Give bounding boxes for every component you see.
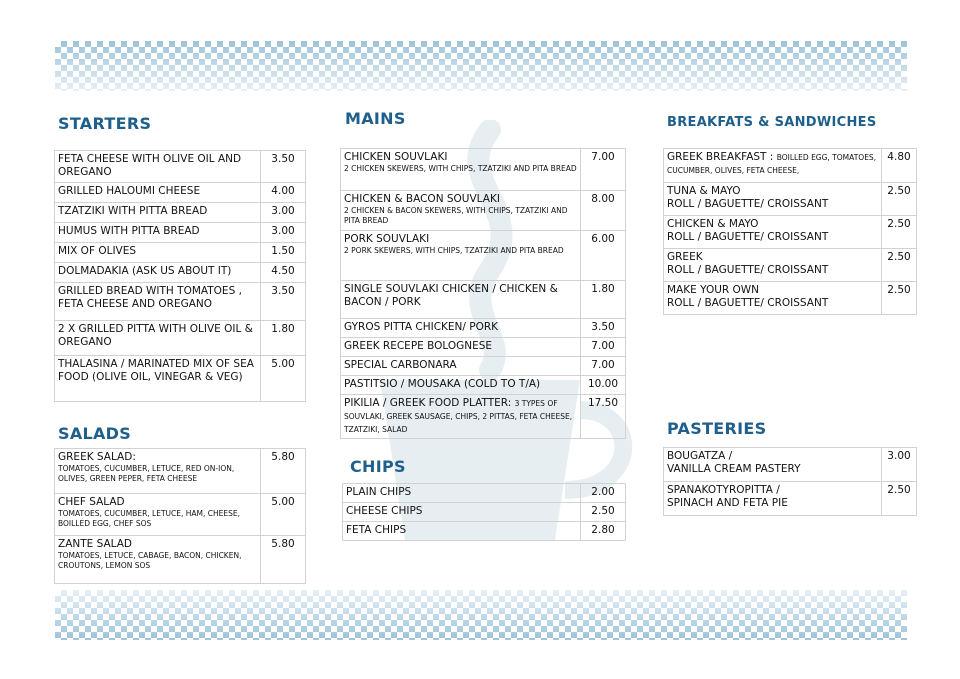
table-row <box>664 216 917 249</box>
table-row <box>55 263 306 283</box>
table-row <box>341 338 626 357</box>
menu-item-name: GREEK RECEPE BOLOGNESE <box>341 338 581 357</box>
table-row <box>341 395 626 439</box>
menu-item-name: HUMUS WITH PITTA BREAD <box>55 223 261 243</box>
checkerboard-top-border <box>55 41 907 91</box>
menu-item-price: 1.80 <box>261 321 306 356</box>
menu-item-price: 10.00 <box>581 376 626 395</box>
menu-item-options: SPINACH AND FETA PIE <box>667 497 788 509</box>
menu-item-price: 17.50 <box>581 395 626 439</box>
menu-item-price: 3.00 <box>261 203 306 223</box>
menu-item-description: 2 CHICKEN SKEWERS, WITH CHIPS, TZATZIKI AND PITA BREAD <box>344 164 577 173</box>
menu-item-name: CHICKEN SOUVLAKI <box>344 151 448 163</box>
table-row <box>343 503 626 522</box>
table-row <box>343 522 626 541</box>
table-row <box>55 183 306 203</box>
menu-item-name: CHICKEN & MAYO <box>667 218 759 230</box>
menu-item-price: 1.80 <box>581 281 626 319</box>
table-row <box>341 191 626 231</box>
menu-item-price: 4.50 <box>261 263 306 283</box>
table-row <box>341 319 626 338</box>
table-row <box>341 281 626 319</box>
menu-item-name: GREEK SALAD: <box>58 451 136 463</box>
menu-item-price: 3.00 <box>261 223 306 243</box>
menu-item-price: 3.50 <box>261 151 306 183</box>
breakfasts-heading: BREAKFATS & SANDWICHES <box>667 115 877 130</box>
menu-item-options: ROLL / BAGUETTE/ CROISSANT <box>667 264 829 276</box>
breakfasts-table <box>663 148 917 315</box>
menu-item-name: PASTITSIO / MOUSAKA (COLD TO T/A) <box>341 376 581 395</box>
salads-heading: SALADS <box>58 424 132 443</box>
menu-item-name: ZANTE SALAD <box>58 538 133 550</box>
table-row <box>664 448 917 482</box>
chips-table <box>342 483 626 541</box>
menu-item-name: DOLMADAKIA (ASK US ABOUT IT) <box>55 263 261 283</box>
menu-item-description: 2 CHICKEN & BACON SKEWERS, WITH CHIPS, TZATZIKI AND PITA BREAD <box>344 206 568 225</box>
table-row <box>55 321 306 356</box>
menu-item-name: PORK SOUVLAKI <box>344 233 430 245</box>
menu-item-price: 2.50 <box>882 216 917 249</box>
starters-heading: STARTERS <box>58 114 152 133</box>
menu-item-price: 2.80 <box>581 522 626 541</box>
menu-item-name: PIKILIA / GREEK FOOD PLATTER: <box>344 397 512 409</box>
starters-table <box>54 150 306 402</box>
checkerboard-bottom-border <box>55 590 907 640</box>
menu-item-price: 1.50 <box>261 243 306 263</box>
menu-item-price: 2.00 <box>581 484 626 503</box>
table-row <box>55 283 306 321</box>
menu-item-price: 6.00 <box>581 231 626 281</box>
menu-item-price: 4.80 <box>882 149 917 183</box>
menu-item-name: GRILLED HALOUMI CHEESE <box>55 183 261 203</box>
table-row <box>55 151 306 183</box>
menu-item-name: PLAIN CHIPS <box>343 484 581 503</box>
menu-item-description: TOMATOES, CUCUMBER, LETUCE, RED ON-ION, OLIVES, GREEN PEPER, FETA CHEESE <box>58 464 235 483</box>
menu-item-name: SPECIAL CARBONARA <box>341 357 581 376</box>
table-row <box>341 357 626 376</box>
menu-item-price: 2.50 <box>882 249 917 282</box>
menu-item-name: 2 X GRILLED PITTA WITH OLIVE OIL & OREGANO <box>55 321 261 356</box>
menu-item-price: 5.80 <box>261 536 306 584</box>
menu-item-options: ROLL / BAGUETTE/ CROISSANT <box>667 198 829 210</box>
menu-item-description: BOILLED EGG, TOMATOES, CUCUMBER, OLIVES, FETA CHEESE, <box>667 153 877 175</box>
table-row <box>664 183 917 216</box>
table-row <box>55 449 306 494</box>
table-row <box>341 231 626 281</box>
table-row <box>341 376 626 395</box>
table-row <box>55 203 306 223</box>
table-row <box>664 482 917 516</box>
table-row <box>343 484 626 503</box>
menu-item-description: TOMATOES, LETUCE, CABAGE, BACON, CHICKEN, CROUTONS, LEMON SOS <box>58 551 242 570</box>
menu-item-name: FETA CHIPS <box>343 522 581 541</box>
menu-item-description: 2 PORK SKEWERS, WITH CHIPS, TZATZIKI AND PITA BREAD <box>344 246 564 255</box>
table-row <box>55 494 306 536</box>
menu-item-price: 3.50 <box>261 283 306 321</box>
menu-item-price: 5.80 <box>261 449 306 494</box>
menu-item-price: 7.00 <box>581 149 626 191</box>
menu-item-name: FETA CHEESE WITH OLIVE OIL AND OREGANO <box>55 151 261 183</box>
menu-item-name: GYROS PITTA CHICKEN/ PORK <box>341 319 581 338</box>
pasteries-heading: PASTERIES <box>667 419 767 438</box>
menu-item-price: 8.00 <box>581 191 626 231</box>
menu-item-name: MIX OF OLIVES <box>55 243 261 263</box>
menu-item-price: 2.50 <box>882 482 917 516</box>
menu-item-name: CHEF SALAD <box>58 496 125 508</box>
menu-item-options: ROLL / BAGUETTE/ CROISSANT <box>667 297 829 309</box>
menu-item-name: SPANAKOTYROPITTA / <box>667 484 780 496</box>
menu-item-price: 2.50 <box>882 183 917 216</box>
menu-item-price: 7.00 <box>581 338 626 357</box>
mains-heading: MAINS <box>345 109 406 128</box>
menu-item-name: MAKE YOUR OWN <box>667 284 760 296</box>
table-row <box>341 149 626 191</box>
menu-item-name: THALASINA / MARINATED MIX OF SEA FOOD (OLIVE OIL, VINEGAR & VEG) <box>55 356 261 402</box>
menu-item-price: 3.50 <box>581 319 626 338</box>
table-row <box>55 223 306 243</box>
table-row <box>664 249 917 282</box>
menu-item-price: 2.50 <box>581 503 626 522</box>
menu-item-name: CHICKEN & BACON SOUVLAKI <box>344 193 500 205</box>
table-row <box>664 149 917 183</box>
menu-item-name: SINGLE SOUVLAKI CHICKEN / CHICKEN & BACON / PORK <box>341 281 581 319</box>
menu-item-price: 4.00 <box>261 183 306 203</box>
menu-item-name: BOUGATZA / <box>667 450 733 462</box>
menu-item-name: GREEK BREAKFAST : <box>667 151 774 163</box>
menu-item-name: TUNA & MAYO <box>667 185 741 197</box>
menu-item-price: 5.00 <box>261 356 306 402</box>
menu-item-description: TOMATOES, CUCUMBER, LETUCE, HAM, CHEESE, BOILLED EGG, CHEF SOS <box>58 509 241 528</box>
menu-item-name: TZATZIKI WITH PITTA BREAD <box>55 203 261 223</box>
mains-table <box>340 148 626 439</box>
menu-item-price: 2.50 <box>882 282 917 315</box>
table-row <box>55 536 306 584</box>
table-row <box>55 356 306 402</box>
menu-item-name: GRILLED BREAD WITH TOMATOES , FETA CHEESE AND OREGANO <box>55 283 261 321</box>
menu-item-options: ROLL / BAGUETTE/ CROISSANT <box>667 231 829 243</box>
menu-item-price: 7.00 <box>581 357 626 376</box>
pasteries-table <box>663 447 917 516</box>
table-row <box>55 243 306 263</box>
menu-item-price: 3.00 <box>882 448 917 482</box>
salads-table <box>54 448 306 584</box>
table-row <box>664 282 917 315</box>
menu-item-name: CHEESE CHIPS <box>343 503 581 522</box>
menu-item-description: 3 TYPES OF SOUVLAKI, GREEK SAUSAGE, CHIPS, 2 PITTAS, FETA CHEESE, TZATZIKI, SALAD <box>344 399 573 434</box>
menu-item-price: 5.00 <box>261 494 306 536</box>
chips-heading: CHIPS <box>350 457 406 476</box>
menu-item-options: VANILLA CREAM PASTERY <box>667 463 801 475</box>
menu-item-name: GREEK <box>667 251 703 263</box>
